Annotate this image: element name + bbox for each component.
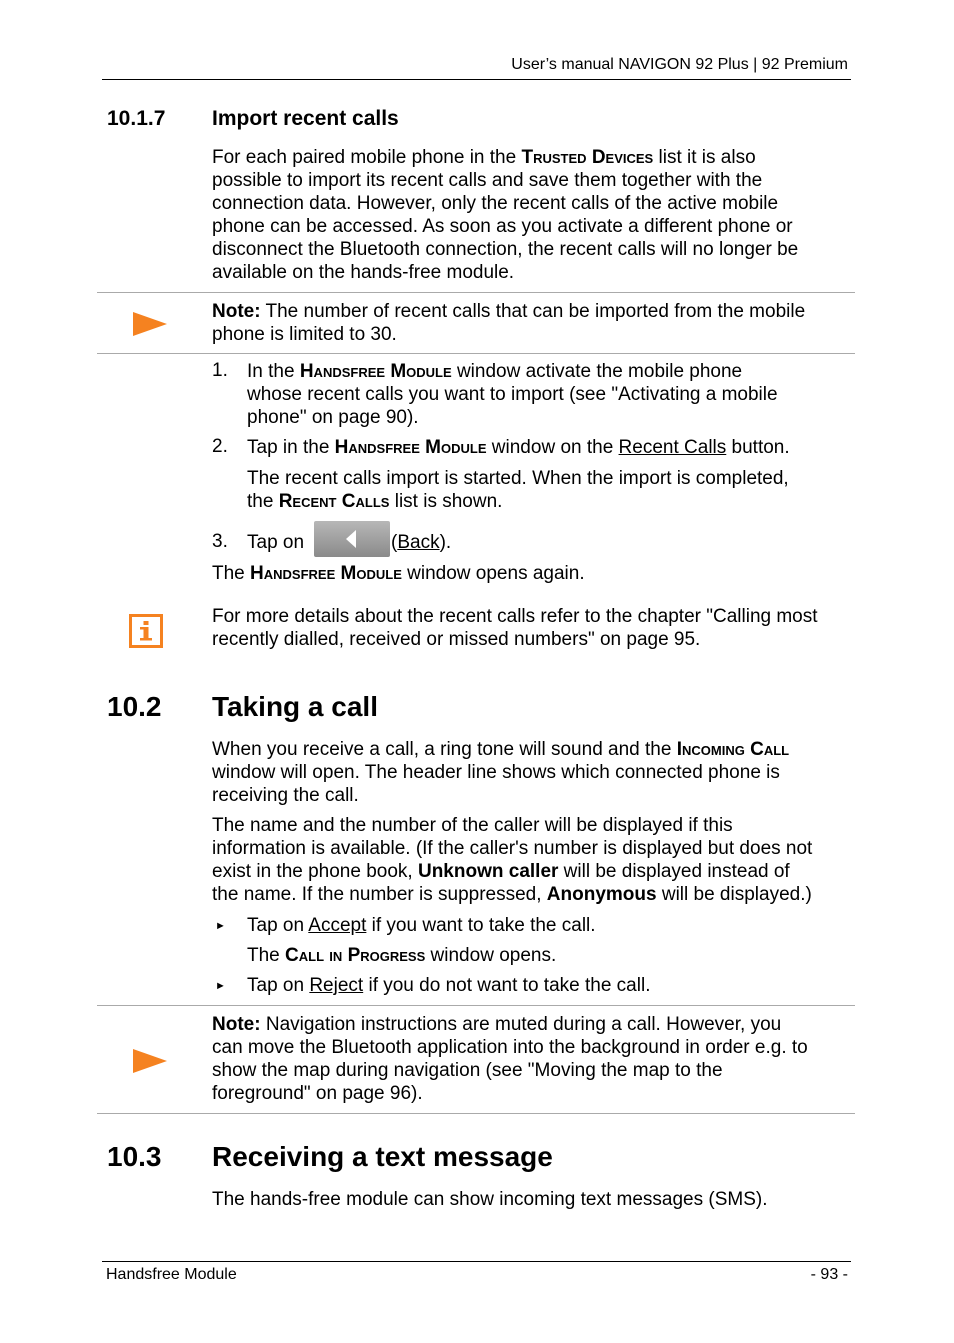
bullet-text: Tap on Accept if you want to take the call. (247, 915, 596, 936)
info-text: For more details about the recent calls refer to the chapter "Calling most recently dialled, received or missed numbers" on page 95. (212, 606, 818, 650)
bullet-text: Tap on Reject if you do not want to take the call. (247, 975, 651, 996)
step-number: 3. (212, 531, 228, 552)
section-title: Taking a call (212, 691, 378, 722)
paragraph: For each paired mobile phone in the Trusted Devices list it is also possible to import its recent calls and save them together with the connection data. However, only the recent calls of the active mobile phone can be accessed. As soon as you activate a different phone or disconnect the Bluetooth connection, the recent calls will no longer be available on the hands-free module. (212, 147, 799, 283)
bullet-triangle-icon: ► (215, 980, 226, 992)
step-result: The recent calls import is started. When the import is completed, the Recent Calls list is shown. (247, 468, 789, 512)
section-number: 10.1.7 (107, 107, 166, 130)
note-rule-bottom (97, 353, 855, 354)
paragraph: When you receive a call, a ring tone will sound and the Incoming Call window will open. The header line shows which connected phone is receiving the call. (212, 739, 790, 806)
back-link[interactable]: Back (397, 532, 440, 553)
note: Note: Navigation instructions are muted during a call. However, you can move the Bluetooth application into the background in order e.g. to show the map during navigation (see "Moving the map to the foreground" on page 96). (212, 1014, 808, 1104)
step-number: 2. (212, 436, 228, 457)
footer-chapter: Handsfree Module (106, 1266, 237, 1283)
paragraph: The Handsfree Module window opens again. (212, 563, 585, 584)
note: Note: The number of recent calls that can be imported from the mobile phone is limited to 30. (212, 301, 806, 345)
step-number: 1. (212, 360, 228, 381)
section-number: 10.2 (107, 691, 162, 722)
recent-calls-link[interactable]: Recent Calls (618, 437, 727, 458)
footer-rule (102, 1261, 851, 1262)
accept-link[interactable]: Accept (308, 915, 367, 936)
step-text: In the Handsfree Module window activate the mobile phone whose recent calls you want to import (see "Activating a mobile phone" on page 90). (247, 361, 778, 428)
back-arrow-icon (346, 530, 356, 548)
note-rule-top (97, 292, 855, 293)
paragraph: The hands-free module can show incoming text messages (SMS). (212, 1189, 768, 1210)
note-arrow-icon (133, 312, 167, 336)
info-icon (129, 614, 163, 648)
bullet-triangle-icon: ► (215, 920, 226, 932)
note-rule-bottom (97, 1113, 855, 1114)
section-number: 10.3 (107, 1141, 162, 1172)
back-button-image (314, 521, 390, 557)
paragraph: The name and the number of the caller will be displayed if this information is available. (If the caller's number is displayed but does not exist in the phone book, Unknown caller will be displayed instead of the name. If the number is suppressed, Anonymous will be displayed.) (212, 815, 813, 905)
section-title: Receiving a text message (212, 1141, 553, 1172)
step-text: Tap in the Handsfree Module window on the Recent Calls button. (247, 437, 790, 458)
reject-link[interactable]: Reject (309, 975, 364, 996)
header-rule (102, 79, 851, 80)
page-number: - 93 - (810, 1266, 848, 1283)
bullet-result: The Call in Progress window opens. (247, 945, 557, 966)
running-header: User’s manual NAVIGON 92 Plus | 92 Premium (511, 56, 848, 73)
note-rule-top (97, 1005, 855, 1006)
step-text: Tap on (247, 532, 305, 553)
note-arrow-icon (133, 1049, 167, 1073)
section-title: Import recent calls (212, 107, 399, 130)
step-text: (Back). (391, 532, 452, 553)
